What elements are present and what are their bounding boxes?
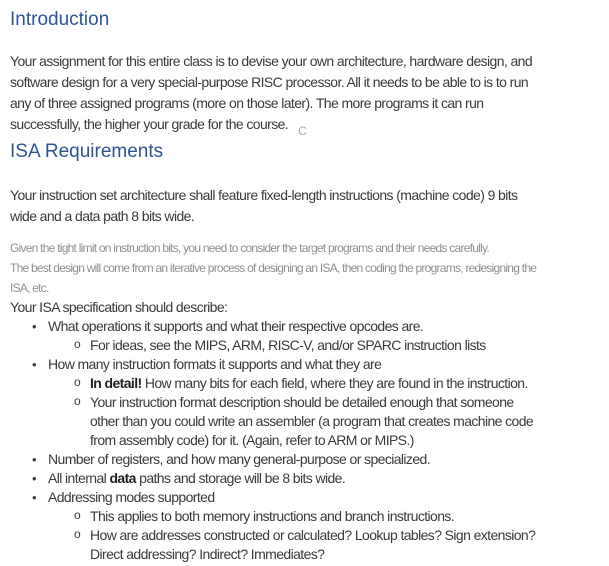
bullet-icon: • xyxy=(32,471,36,486)
note-paragraph: Given the tight limit on instruction bits, you need to consider the target programs and their needs carefully. The best design will come from an iterative process of designing an ISA, then coding the programs, redesigning the ISA, etc. xyxy=(10,241,537,295)
circle-bullet-icon: o xyxy=(74,394,81,408)
bullet-icon: • xyxy=(32,490,36,505)
bullet-item-operations xyxy=(10,317,595,336)
sub-bullet-item-for-ideas xyxy=(10,336,595,355)
sub-bullet-text: How are addresses constructed or calculated? Lookup tables? Sign extension? Direct addressing? Indirect? Immediates? xyxy=(90,527,536,562)
bullet-item-formats xyxy=(10,355,595,374)
sub-bullet-text: For ideas, see the MIPS, ARM, RISC-V, and/or SPARC instruction lists xyxy=(90,337,486,353)
bullet-item-addressing-modes xyxy=(10,488,595,507)
spec-intro-line: Your ISA specification should describe: xyxy=(10,299,228,315)
sub-bullet-text: This applies to both memory instructions and branch instructions. xyxy=(90,508,455,524)
bullet-text: How many instruction formats it supports and what they are xyxy=(48,356,382,372)
circle-bullet-icon: o xyxy=(74,527,81,541)
circle-bullet-icon: o xyxy=(74,508,81,522)
bullet-bold-text: data xyxy=(109,470,136,486)
bullet-text-pre: All internal xyxy=(48,470,110,486)
sub-bullet-text: Your instruction format description should be detailed enough that someone other than you could write an assembler (a program that creates machine code from assembly code) for it. (Again, refer to ARM or MIPS.) xyxy=(90,394,534,448)
heading-introduction: Introduction xyxy=(10,9,110,30)
sub-bullet-bold-text: In detail! xyxy=(90,375,142,391)
sub-bullet-item-in-detail xyxy=(10,374,595,393)
bullet-item-data-paths xyxy=(10,469,595,488)
bullet-text: Addressing modes supported xyxy=(48,489,215,505)
sub-bullet-item-format-description xyxy=(10,393,595,450)
spec-list xyxy=(10,317,595,564)
sub-bullet-item-applies xyxy=(10,507,595,526)
sub-bullet-item-address-construction xyxy=(10,526,595,564)
isa-paragraph: Your instruction set architecture shall feature fixed-length instructions (machine code) 9 bits wide and a data path 8 bits wide. xyxy=(10,187,518,224)
bullet-icon: • xyxy=(32,319,36,334)
circle-bullet-icon: o xyxy=(74,375,81,389)
bullet-text: What operations it supports and what their respective opcodes are. xyxy=(48,318,424,334)
heading-isa-requirements: ISA Requirements xyxy=(10,141,164,162)
bullet-text: Number of registers, and how many general-purpose or specialized. xyxy=(48,451,430,467)
bullet-icon: • xyxy=(32,452,36,467)
stray-character: C xyxy=(298,124,307,138)
circle-bullet-icon: o xyxy=(74,337,81,351)
bullet-icon: • xyxy=(32,357,36,372)
sub-bullet-text: How many bits for each field, where they are found in the instruction. xyxy=(141,375,528,391)
intro-paragraph: Your assignment for this entire class is to devise your own architecture, hardware design, and software design for a very special-purpose RISC processor. All it needs to be able to is to run any of three assigned programs (more on those later). The more programs it can run successfully, the higher your grade for the course. xyxy=(10,53,533,132)
bullet-text-post: paths and storage will be 8 bits wide. xyxy=(135,470,346,486)
bullet-item-registers xyxy=(10,450,595,469)
